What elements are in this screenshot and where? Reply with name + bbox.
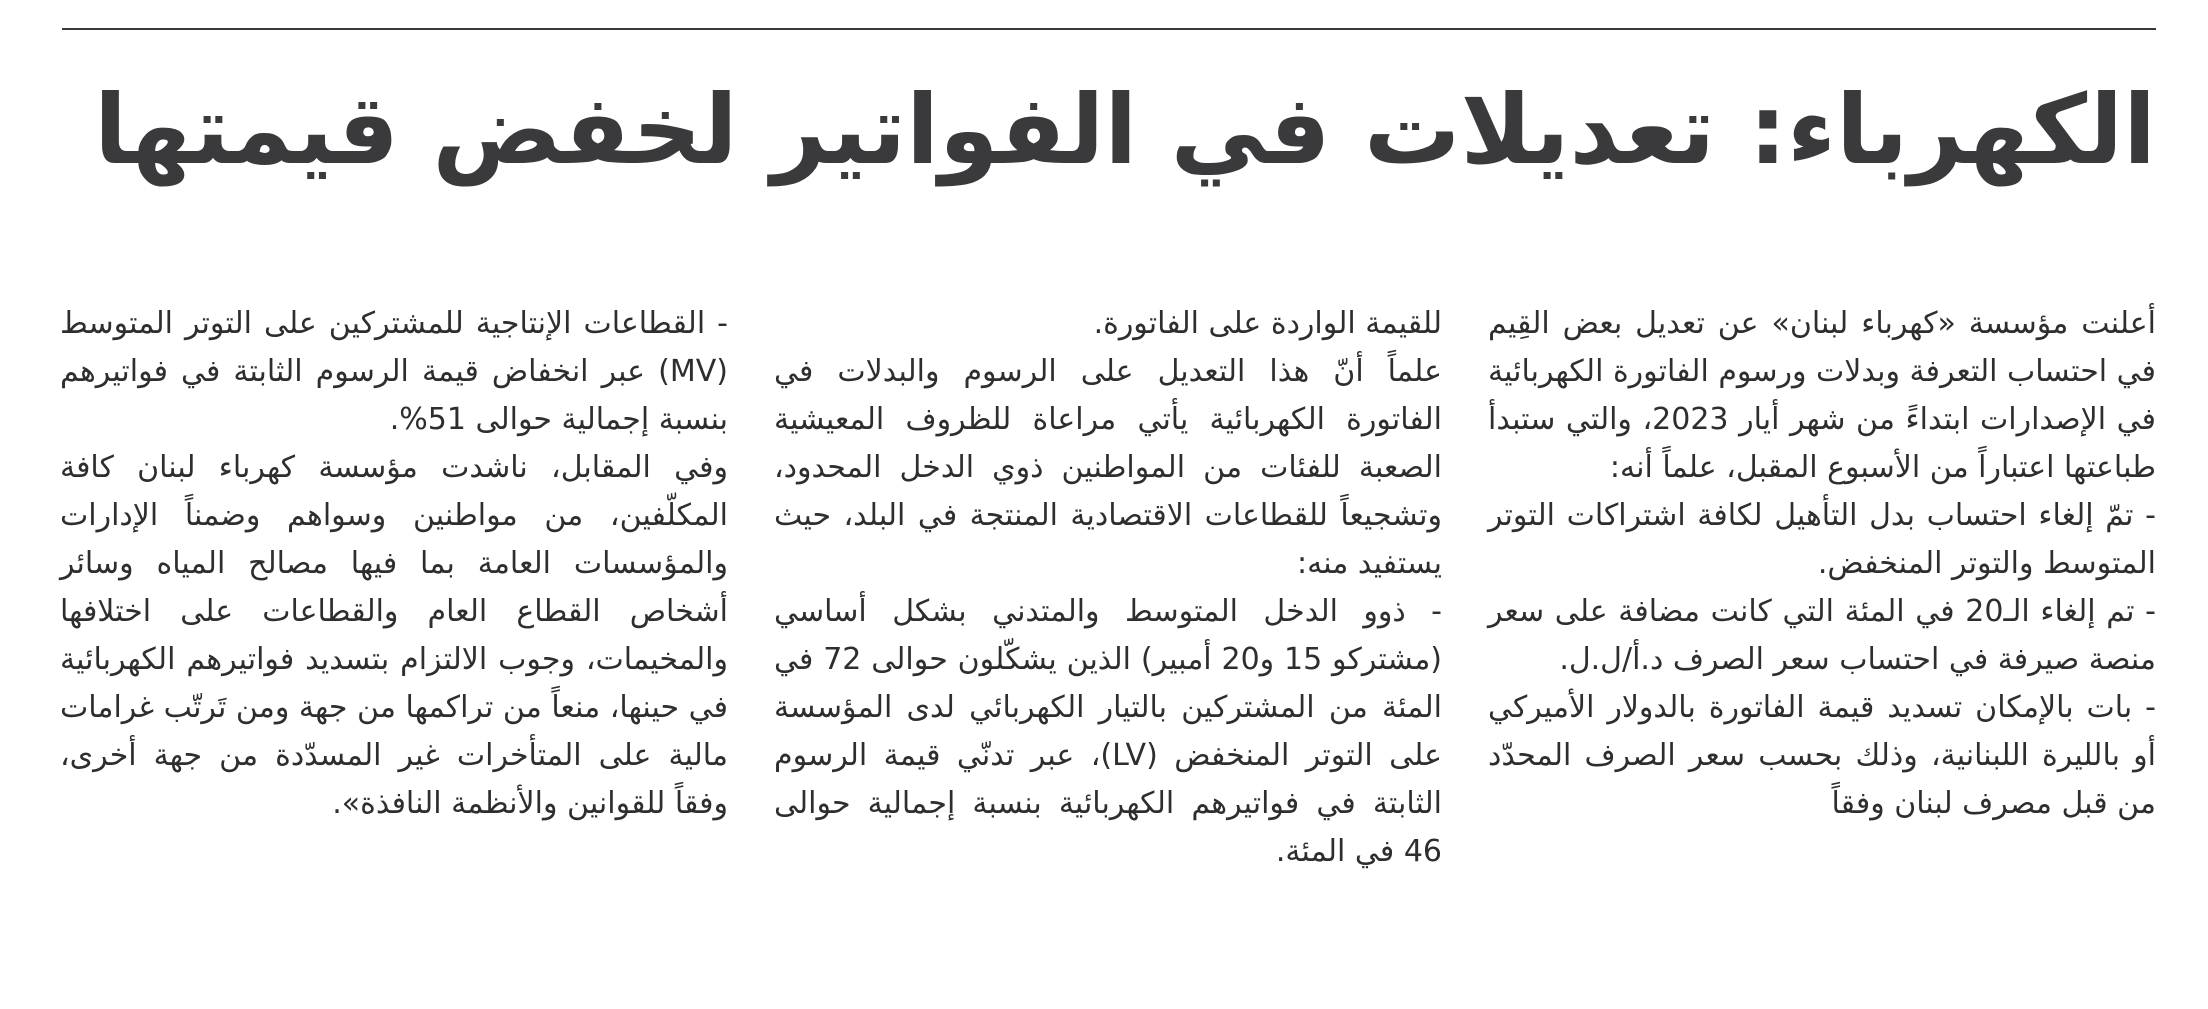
article-column-middle <box>774 300 1442 876</box>
paragraph: أعلنت مؤسسة «كهرباء لبنان» عن تعديل بعض القِيم في احتساب التعرفة وبدلات ورسوم الفاتورة الكهربائية في الإصدارات ابتداءً من شهر أيار 2023، والتي ستبدأ طباعتها اعتباراً من الأسبوع المقبل، علماً أنه: <box>1488 306 2156 485</box>
paragraph: للقيمة الواردة على الفاتورة. <box>1093 306 1442 341</box>
article-column-right <box>1488 300 2156 828</box>
paragraph: علماً أنّ هذا التعديل على الرسوم والبدلات في الفاتورة الكهربائية يأتي مراعاة للظروف المعيشية الصعبة للفئات من المواطنين ذوي الدخل المحدود، وتشجيعاً للقطاعات الاقتصادية المنتجة في البلد، حيث يستفيد منه: <box>774 354 1442 581</box>
headline: الكهرباء: تعديلات في الفواتير لخفض قيمتها <box>93 74 2156 186</box>
paragraph: - تم إلغاء الـ20 في المئة التي كانت مضافة على سعر منصة صيرفة في احتساب سعر الصرف د.أ/ل.ل. <box>1488 594 2156 677</box>
paragraph: وفي المقابل، ناشدت مؤسسة كهرباء لبنان كافة المكلّفين، من مواطنين وسواهم وضمناً الإدارات والمؤسسات العامة بما فيها مصالح المياه وسائر أشخاص القطاع العام والقطاعات على اختلافها والمخيمات، وجوب الالتزام بتسديد فواتيرهم الكهربائية في حينها، منعاً من تراكمها من جهة ومن تَرتّب غرامات مالية على المتأخرات غير المسدّدة من جهة أخرى، وفقاً للقوانين والأنظمة النافذة». <box>60 450 728 821</box>
paragraph: - ذوو الدخل المتوسط والمتدني بشكل أساسي (مشتركو 15 و20 أمبير) الذين يشكّلون حوالى 72 في المئة من المشتركين بالتيار الكهربائي لدى المؤسسة على التوتر المنخفض (LV)، عبر تدنّي قيمة الرسوم الثابتة في فواتيرهم الكهربائية بنسبة إجمالية حوالى 46 في المئة. <box>774 594 1443 869</box>
paragraph: - بات بالإمكان تسديد قيمة الفاتورة بالدولار الأميركي أو بالليرة اللبنانية، وذلك بحسب سعر الصرف المحدّد من قبل مصرف لبنان وفقاً <box>1488 690 2156 821</box>
paragraph: - تمّ إلغاء احتساب بدل التأهيل لكافة اشتراكات التوتر المتوسط والتوتر المنخفض. <box>1488 498 2156 581</box>
top-rule <box>62 28 2156 30</box>
article-column-left <box>60 300 728 828</box>
paragraph: - القطاعات الإنتاجية للمشتركين على التوتر المتوسط (MV) عبر انخفاض قيمة الرسوم الثابتة في فواتيرهم بنسبة إجمالية حوالى 51%. <box>60 306 728 437</box>
